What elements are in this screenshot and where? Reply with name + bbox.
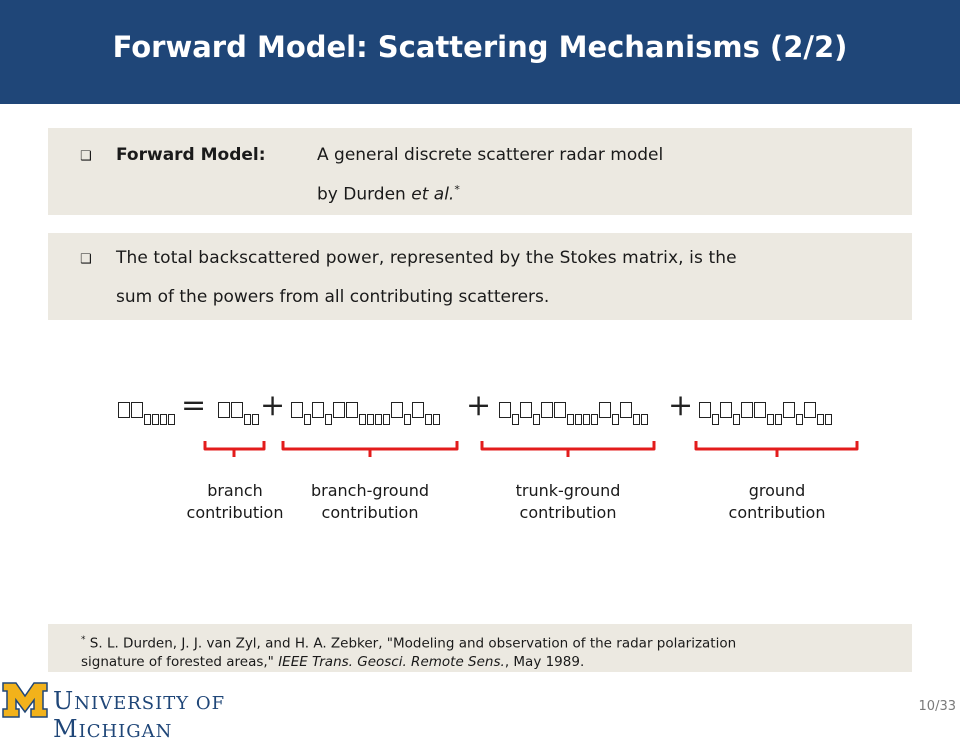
label-line: branch-ground bbox=[311, 481, 429, 500]
slide-title: Forward Model: Scattering Mechanisms (2/2) bbox=[112, 30, 848, 64]
branch-ground-bracket bbox=[283, 441, 457, 457]
equals-operator: = bbox=[181, 388, 207, 423]
label-line: branch bbox=[207, 481, 263, 500]
branch-ground-contribution-label bbox=[290, 480, 450, 524]
citation-etal: et al. bbox=[411, 184, 455, 205]
label-line: contribution bbox=[321, 503, 419, 522]
branch-bracket bbox=[205, 441, 264, 457]
ground-contribution-label bbox=[702, 480, 852, 524]
name-initial: M bbox=[53, 715, 79, 743]
reference-text bbox=[81, 631, 901, 671]
forward-model-label: Forward Model: bbox=[116, 145, 266, 165]
reference-footnote bbox=[48, 624, 912, 672]
citation-prefix: by Durden bbox=[317, 184, 412, 205]
university-name bbox=[53, 687, 330, 743]
stokes-text-line2: sum of the powers from all contributing scatterers. bbox=[116, 287, 550, 307]
label-line: ground bbox=[748, 481, 806, 500]
name-part: ICHIGAN bbox=[78, 721, 173, 742]
reference-authors: S. L. Durden, J. J. van Zyl, and H. A. Zebker, "Modeling and observation of the radar polarization bbox=[89, 635, 737, 652]
name-initial: U bbox=[53, 687, 75, 715]
checkbox-bullet-icon: ❑ bbox=[80, 149, 92, 164]
reference-journal: IEEE Trans. Geosci. Remote Sens. bbox=[278, 653, 505, 670]
university-logo bbox=[0, 680, 330, 743]
block-m-icon bbox=[2, 682, 48, 718]
plus-operator: + bbox=[668, 388, 694, 423]
label-line: contribution bbox=[728, 503, 826, 522]
trunk-ground-bracket bbox=[482, 441, 654, 457]
label-line: trunk-ground bbox=[515, 481, 621, 500]
plus-operator: + bbox=[466, 388, 492, 423]
plus-operator: + bbox=[260, 388, 286, 423]
label-line: contribution bbox=[519, 503, 617, 522]
page-number: 10/33 bbox=[918, 699, 956, 714]
forward-model-text: A general discrete scatterer radar model bbox=[317, 145, 664, 165]
checkbox-bullet-icon: ❑ bbox=[80, 252, 92, 267]
citation-mark: * bbox=[454, 183, 460, 196]
ground-bracket bbox=[696, 441, 857, 457]
trunk-ground-contribution-label bbox=[488, 480, 648, 524]
name-part: NIVERSITY OF bbox=[74, 693, 226, 714]
reference-date: , May 1989. bbox=[504, 653, 585, 670]
footnote-mark: * bbox=[81, 635, 86, 645]
branch-contribution-label bbox=[170, 480, 300, 524]
label-line: contribution bbox=[186, 503, 284, 522]
stokes-text-line1: The total backscattered power, represented by the Stokes matrix, is the bbox=[116, 248, 737, 268]
reference-title-end: signature of forested areas," bbox=[81, 653, 274, 670]
